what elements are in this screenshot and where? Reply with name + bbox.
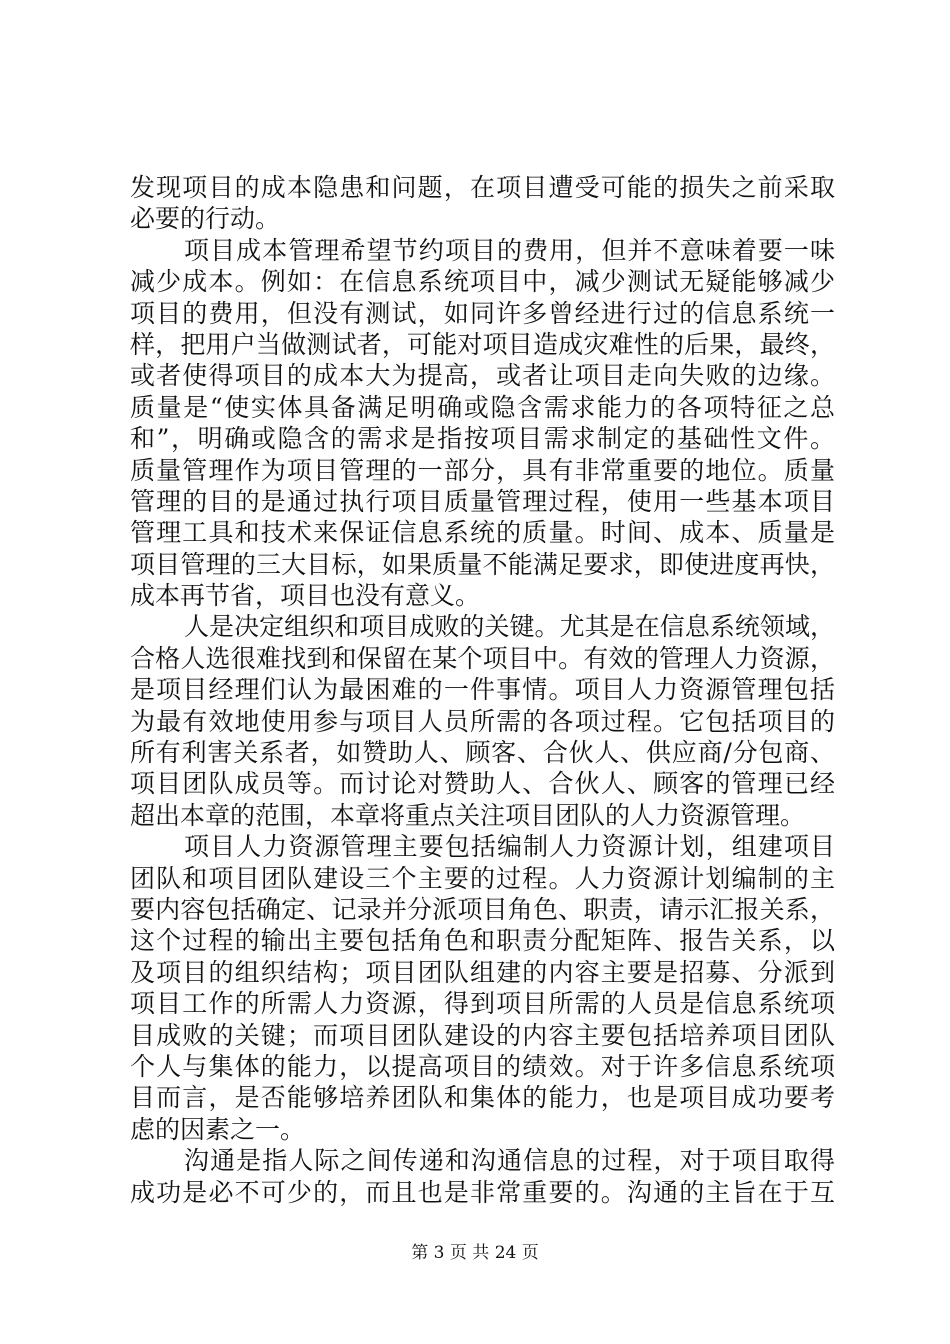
text-line: 项目团队成员等。而讨论对赞助人、合伙人、顾客的管理已经 (130, 769, 835, 799)
text-line: 质量管理作为项目管理的一部分，具有非常重要的地位。质量 (130, 455, 835, 485)
text-line: 目成败的关键；而项目团队建设的内容主要包括培养项目团队 (130, 1020, 835, 1050)
text-line: 沟通是指人际之间传递和沟通信息的过程，对于项目取得 (184, 1146, 835, 1176)
text-line: 项目的费用，但没有测试，如同许多曾经进行过的信息系统一 (130, 298, 835, 328)
text-line: 个人与集体的能力，以提高项目的绩效。对于许多信息系统项 (130, 1051, 835, 1081)
text-line: 超出本章的范围，本章将重点关注项目团队的人力资源管理。 (130, 800, 806, 830)
text-line: 管理工具和技术来保证信息系统的质量。时间、成本、质量是 (130, 518, 835, 548)
text-line: 虑的因素之一。 (130, 1114, 306, 1144)
text-line: 项目人力资源管理主要包括编制人力资源计划，组建项目 (184, 832, 835, 862)
text-line: 必要的行动。 (130, 204, 281, 234)
text-line: 管理的目的是通过执行项目质量管理过程，使用一些基本项目 (130, 486, 835, 516)
text-line: 及项目的组织结构；项目团队组建的内容主要是招募、分派到 (130, 957, 835, 987)
text-line: 发现项目的成本隐患和问题，在项目遭受可能的损失之前采取 (130, 173, 835, 202)
text-line: 样，把用户当做测试者，可能对项目造成灾难性的后果，最终， (130, 329, 835, 359)
text-line: 是项目经理们认为最困难的一件事情。项目人力资源管理包括 (130, 675, 835, 705)
text-line: 成本再节省，项目也没有意义。 (130, 581, 481, 611)
text-line: 人是决定组织和项目成败的关键。尤其是在信息系统领域， (184, 612, 835, 642)
page-footer: 第 3 页 共 24 页 (411, 1243, 539, 1263)
text-line: 项目成本管理希望节约项目的费用，但并不意味着要一味 (184, 235, 835, 265)
text-line: 项目管理的三大目标，如果质量不能满足要求，即使进度再快， (130, 549, 835, 579)
text-line: 和”，明确或隐含的需求是指按项目需求制定的基础性文件。 (130, 424, 835, 454)
text-line: 合格人选很难找到和保留在某个项目中。有效的管理人力资源， (130, 643, 835, 673)
text-line: 要内容包括确定、记录并分派项目角色、职责，请示汇报关系， (130, 894, 835, 924)
text-line: 团队和项目团队建设三个主要的过程。人力资源计划编制的主 (130, 863, 835, 893)
text-line: 目而言，是否能够培养团队和集体的能力，也是项目成功要考 (130, 1083, 835, 1113)
document-body (130, 172, 835, 1208)
text-line: 质量是“使实体具备满足明确或隐含需求能力的各项特征之总 (130, 392, 835, 422)
text-line: 或者使得项目的成本大为提高，或者让项目走向失败的边缘。 (130, 361, 835, 391)
text-line: 这个过程的输出主要包括角色和职责分配矩阵、报告关系，以 (130, 926, 835, 956)
text-line: 减少成本。例如：在信息系统项目中，减少测试无疑能够减少 (130, 267, 835, 297)
text-line: 成功是必不可少的，而且也是非常重要的。沟通的主旨在于互 (130, 1177, 835, 1207)
text-line: 项目工作的所需人力资源，得到项目所需的人员是信息系统项 (130, 989, 835, 1019)
text-line: 为最有效地使用参与项目人员所需的各项过程。它包括项目的 (130, 706, 835, 736)
text-line: 所有利害关系者，如赞助人、顾客、合伙人、供应商/分包商、 (130, 738, 835, 768)
